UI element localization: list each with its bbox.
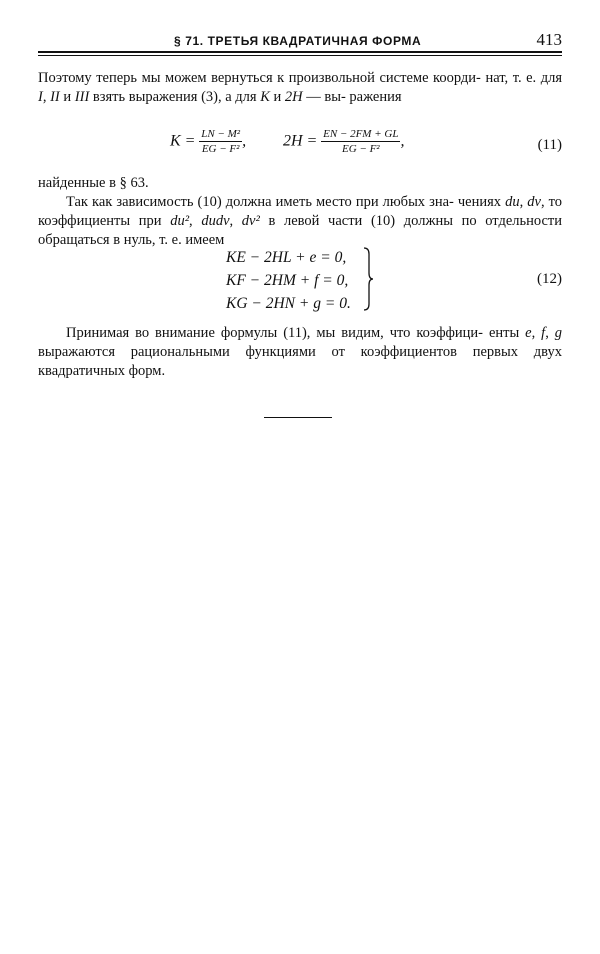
text-line: должны по отдельности обращаться в нуль, т. е. имеем (38, 213, 563, 248)
fraction-denominator: EG − F² (341, 143, 380, 155)
text-fragment: взять выражения (3), а для (89, 89, 261, 105)
text-line: нат, т. е. для (485, 70, 563, 86)
section-end-divider (264, 417, 332, 418)
paragraph-3 (38, 193, 562, 250)
text-line: Поэтому теперь мы можем вернуться к произвольной системе коорди- (38, 70, 481, 86)
right-brace-icon (362, 246, 374, 312)
text-fragment: выражаются рациональными функциями от коэффициентов (38, 344, 457, 360)
equation-2H (283, 127, 404, 156)
punctuation: , (400, 132, 405, 150)
fraction-numerator: EN − 2FM + GL (323, 128, 399, 140)
text-fragment: , (519, 194, 528, 210)
text-fragment: , (531, 325, 542, 341)
text-fragment: и (59, 89, 75, 105)
math-symbol: I (38, 89, 43, 105)
math-symbol: du² (170, 213, 190, 229)
text-line: найденные в § 63. (38, 175, 149, 191)
equation-lhs: 2H = (283, 132, 318, 150)
text-fragment: , (229, 213, 242, 229)
equation-K (170, 127, 246, 156)
text-line: Так как зависимость (10) должна иметь место при любых зна- (66, 194, 454, 210)
equation-number: (12) (537, 271, 562, 287)
text-fragment: , (189, 213, 202, 229)
text-line: первых двух квадратичных форм. (38, 344, 562, 379)
math-symbol: dudv (201, 213, 230, 229)
running-header (38, 30, 562, 52)
header-rule-thick (38, 51, 562, 53)
text-fragment: — вы- (302, 89, 346, 105)
fraction-numerator: LN − M² (201, 128, 241, 140)
system-equation: KF − 2HM + f = 0, (226, 272, 349, 289)
text-fragment: , (42, 89, 51, 105)
paragraph-2 (38, 174, 562, 193)
text-line: Принимая во внимание формулы (11), мы видим, что коэффици- (66, 325, 484, 341)
system-equation: KG − 2HN + g = 0. (226, 295, 351, 312)
fraction-2H (321, 127, 400, 156)
punctuation: , (242, 132, 247, 150)
math-symbol: f (541, 325, 546, 341)
text-fragment: в левой части (10) (259, 213, 396, 229)
page-number: 413 (536, 30, 562, 49)
text-line: енты (488, 325, 526, 341)
equation-11 (38, 127, 562, 167)
math-symbol: du (505, 194, 520, 210)
system-equation: KE − 2HL + e = 0, (226, 249, 347, 266)
text-line: чениях (457, 194, 506, 210)
math-symbol: dv (527, 194, 541, 210)
header-rule-thin (38, 55, 562, 56)
math-symbol: II (50, 89, 60, 105)
text-fragment: и (269, 89, 285, 105)
fraction-denominator: EG − F² (201, 143, 240, 155)
math-symbol: K (260, 89, 270, 105)
paragraph-1 (38, 69, 562, 107)
math-symbol: III (74, 89, 90, 105)
math-symbol: 2H (284, 89, 303, 105)
paragraph-4 (38, 324, 562, 381)
fraction-K (199, 127, 242, 156)
math-symbol: e (525, 325, 532, 341)
math-symbol: dv² (241, 213, 260, 229)
text-line: ражения (349, 89, 402, 105)
text-fragment: , (545, 325, 555, 341)
equation-number: (11) (537, 137, 562, 153)
math-symbol: g (554, 325, 563, 341)
section-title: § 71. ТРЕТЬЯ КВАДРАТИЧНАЯ ФОРМА (174, 34, 422, 48)
equation-lhs: K = (170, 132, 196, 150)
text-fragment: , то коэффициенты при (38, 194, 563, 229)
